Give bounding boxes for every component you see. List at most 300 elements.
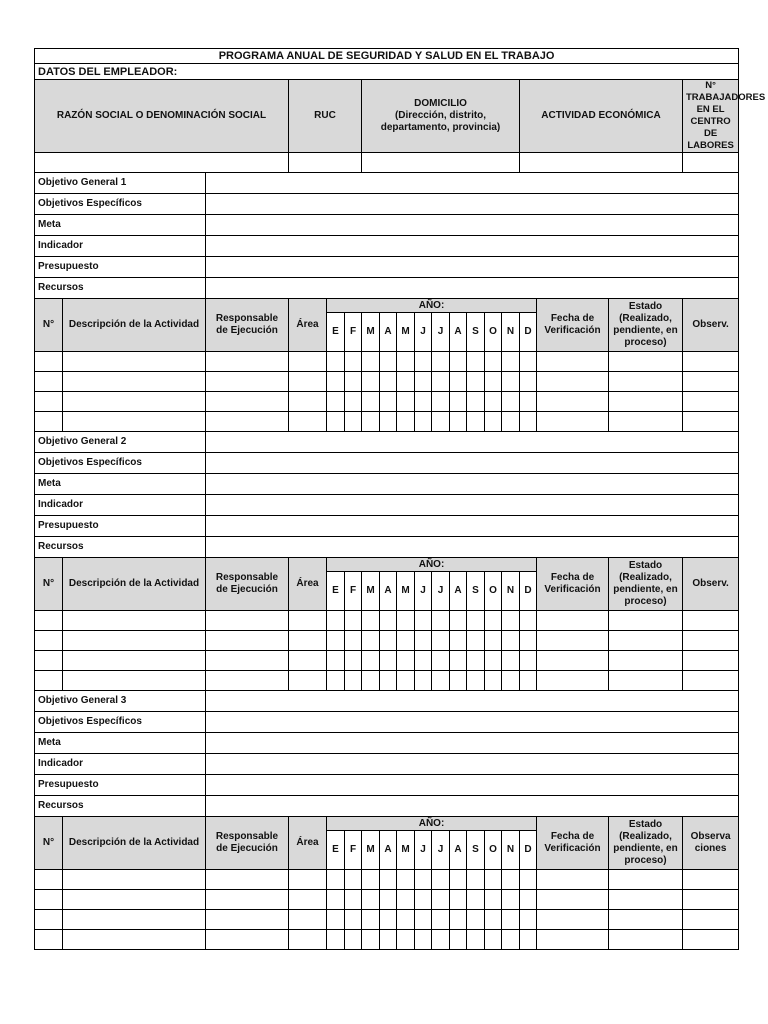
activity-cell[interactable] (327, 671, 345, 691)
activity-cell[interactable] (206, 671, 289, 691)
activity-cell[interactable] (485, 870, 502, 890)
activity-cell[interactable] (485, 352, 502, 372)
activity-cell[interactable] (467, 611, 485, 631)
activity-cell[interactable] (327, 631, 345, 651)
employer-col-business-name: RAZÓN SOCIAL O DENOMINACIÓN SOCIAL (35, 80, 289, 153)
month-header: N (502, 313, 520, 352)
activity-cell[interactable] (450, 352, 467, 372)
col-verification-date: Fecha de Verificación (537, 299, 609, 352)
activity-cell[interactable] (289, 631, 327, 651)
activity-cell[interactable] (206, 372, 289, 392)
activity-cell[interactable] (397, 631, 415, 651)
activity-cell[interactable] (415, 930, 432, 950)
activity-cell[interactable] (415, 352, 432, 372)
activity-cell[interactable] (35, 372, 63, 392)
activity-cell[interactable] (415, 372, 432, 392)
activity-cell[interactable] (683, 372, 739, 392)
activity-cell[interactable] (362, 611, 380, 631)
activity-cell[interactable] (206, 611, 289, 631)
goal-field[interactable] (206, 733, 739, 754)
activity-cell[interactable] (683, 651, 739, 671)
activity-cell[interactable] (683, 412, 739, 432)
activity-cell[interactable] (537, 651, 609, 671)
activity-cell[interactable] (432, 372, 450, 392)
col-activity-description: Descripción de la Actividad (63, 299, 206, 352)
activity-cell[interactable] (380, 611, 397, 631)
activity-cell[interactable] (206, 412, 289, 432)
activity-cell[interactable] (683, 631, 739, 651)
activity-cell[interactable] (537, 372, 609, 392)
activity-cell[interactable] (206, 910, 289, 930)
activity-cell[interactable] (35, 870, 63, 890)
specific-objectives-field[interactable] (206, 194, 739, 215)
activity-cell[interactable] (415, 392, 432, 412)
activity-cell[interactable] (362, 671, 380, 691)
activity-cell[interactable] (415, 870, 432, 890)
activity-cell[interactable] (432, 651, 450, 671)
activity-cell[interactable] (537, 870, 609, 890)
month-header: D (520, 831, 537, 870)
activity-cell[interactable] (206, 392, 289, 412)
business-name-field[interactable] (35, 153, 289, 173)
activity-cell[interactable] (609, 671, 683, 691)
month-header: M (362, 831, 380, 870)
month-header: F (345, 572, 362, 611)
activity-cell[interactable] (63, 372, 206, 392)
activity-cell[interactable] (415, 611, 432, 631)
month-header: J (432, 831, 450, 870)
activity-cell[interactable] (432, 910, 450, 930)
objective-general-field[interactable] (206, 691, 739, 712)
activity-cell[interactable] (520, 671, 537, 691)
activity-cell[interactable] (520, 631, 537, 651)
activity-cell[interactable] (63, 611, 206, 631)
activity-cell[interactable] (380, 870, 397, 890)
activity-cell[interactable] (415, 412, 432, 432)
activity-cell[interactable] (63, 671, 206, 691)
activity-cell[interactable] (450, 910, 467, 930)
activity-cell[interactable] (502, 611, 520, 631)
activity-cell[interactable] (609, 611, 683, 631)
activity-cell[interactable] (362, 412, 380, 432)
activity-cell[interactable] (327, 352, 345, 372)
activity-cell[interactable] (467, 930, 485, 950)
activity-row (35, 870, 739, 890)
activity-cell[interactable] (380, 671, 397, 691)
month-header: J (415, 831, 432, 870)
activity-cell[interactable] (415, 890, 432, 910)
specific-objectives-field[interactable] (206, 453, 739, 474)
activity-cell[interactable] (63, 352, 206, 372)
col-responsible: Responsable de Ejecución (206, 299, 289, 352)
activity-cell[interactable] (327, 392, 345, 412)
activity-cell[interactable] (289, 870, 327, 890)
month-header: M (362, 313, 380, 352)
activity-cell[interactable] (380, 392, 397, 412)
activity-row (35, 412, 739, 432)
activity-cell[interactable] (537, 930, 609, 950)
activity-cell[interactable] (289, 890, 327, 910)
activity-cell[interactable] (450, 890, 467, 910)
budget-label: Presupuesto (35, 257, 206, 278)
activity-cell[interactable] (520, 352, 537, 372)
month-header: A (450, 313, 467, 352)
activity-cell[interactable] (327, 372, 345, 392)
ruc-field[interactable] (289, 153, 362, 173)
activity-cell[interactable] (415, 671, 432, 691)
activity-cell[interactable] (502, 910, 520, 930)
budget-field[interactable] (206, 257, 739, 278)
activity-cell[interactable] (63, 890, 206, 910)
activity-cell[interactable] (502, 352, 520, 372)
activity-cell[interactable] (345, 910, 362, 930)
activity-cell[interactable] (289, 392, 327, 412)
activity-cell[interactable] (380, 631, 397, 651)
activity-cell[interactable] (345, 671, 362, 691)
activity-cell[interactable] (537, 631, 609, 651)
activity-cell[interactable] (432, 392, 450, 412)
activity-cell[interactable] (683, 930, 739, 950)
activity-cell[interactable] (35, 890, 63, 910)
activity-cell[interactable] (362, 910, 380, 930)
budget-field[interactable] (206, 516, 739, 537)
activity-cell[interactable] (415, 651, 432, 671)
activity-cell[interactable] (397, 910, 415, 930)
activity-cell[interactable] (35, 651, 63, 671)
activity-cell[interactable] (520, 870, 537, 890)
activity-cell[interactable] (432, 611, 450, 631)
month-header: D (520, 313, 537, 352)
activity-cell[interactable] (289, 651, 327, 671)
activity-cell[interactable] (432, 671, 450, 691)
activity-cell[interactable] (450, 651, 467, 671)
activity-cell[interactable] (63, 631, 206, 651)
activity-cell[interactable] (485, 631, 502, 651)
activity-cell[interactable] (485, 412, 502, 432)
activity-cell[interactable] (397, 611, 415, 631)
activity-cell[interactable] (327, 910, 345, 930)
activity-cell[interactable] (432, 890, 450, 910)
activity-cell[interactable] (289, 671, 327, 691)
activity-cell[interactable] (35, 631, 63, 651)
employer-col-ruc: RUC (289, 80, 362, 153)
activity-cell[interactable] (485, 890, 502, 910)
activity-row (35, 372, 739, 392)
activity-cell[interactable] (502, 671, 520, 691)
activity-cell[interactable] (345, 352, 362, 372)
col-responsible: Responsable de Ejecución (206, 817, 289, 870)
activity-cell[interactable] (345, 651, 362, 671)
activity-cell[interactable] (63, 412, 206, 432)
activity-cell[interactable] (63, 651, 206, 671)
activity-row (35, 930, 739, 950)
indicator-field[interactable] (206, 754, 739, 775)
activity-cell[interactable] (380, 930, 397, 950)
activity-cell[interactable] (289, 930, 327, 950)
month-header: S (467, 831, 485, 870)
activity-cell[interactable] (327, 412, 345, 432)
activity-cell[interactable] (35, 392, 63, 412)
objective-general-label: Objetivo General 1 (35, 173, 206, 194)
activity-cell[interactable] (206, 890, 289, 910)
activity-cell[interactable] (397, 392, 415, 412)
activity-cell[interactable] (467, 352, 485, 372)
activity-cell[interactable] (345, 930, 362, 950)
activity-cell[interactable] (537, 611, 609, 631)
activity-cell[interactable] (609, 930, 683, 950)
activity-cell[interactable] (380, 412, 397, 432)
activity-cell[interactable] (537, 352, 609, 372)
specific-objectives-label: Objetivos Específicos (35, 194, 206, 215)
activity-cell[interactable] (345, 611, 362, 631)
activity-cell[interactable] (345, 392, 362, 412)
activity-cell[interactable] (380, 890, 397, 910)
activity-cell[interactable] (35, 412, 63, 432)
activity-cell[interactable] (432, 352, 450, 372)
activity-cell[interactable] (609, 910, 683, 930)
activity-cell[interactable] (397, 671, 415, 691)
activity-cell[interactable] (432, 412, 450, 432)
activity-cell[interactable] (609, 372, 683, 392)
activity-cell[interactable] (206, 870, 289, 890)
activity-cell[interactable] (609, 651, 683, 671)
activity-cell[interactable] (345, 412, 362, 432)
activity-cell[interactable] (327, 930, 345, 950)
activity-cell[interactable] (345, 372, 362, 392)
activity-cell[interactable] (502, 651, 520, 671)
activity-cell[interactable] (289, 352, 327, 372)
address-field[interactable] (362, 153, 520, 173)
employer-col-economic-activity: ACTIVIDAD ECONÓMICA (520, 80, 683, 153)
activity-cell[interactable] (537, 392, 609, 412)
activity-cell[interactable] (362, 631, 380, 651)
activity-cell[interactable] (362, 890, 380, 910)
activity-cell[interactable] (206, 930, 289, 950)
col-observations: Observ. (683, 558, 739, 611)
activity-cell[interactable] (63, 392, 206, 412)
activity-cell[interactable] (467, 890, 485, 910)
specific-objectives-field[interactable] (206, 712, 739, 733)
objective-general-label: Objetivo General 3 (35, 691, 206, 712)
activity-cell[interactable] (683, 611, 739, 631)
activity-cell[interactable] (467, 870, 485, 890)
activity-cell[interactable] (609, 890, 683, 910)
activity-cell[interactable] (520, 392, 537, 412)
activity-cell[interactable] (345, 870, 362, 890)
activity-cell[interactable] (537, 910, 609, 930)
activity-cell[interactable] (63, 870, 206, 890)
activity-cell[interactable] (362, 372, 380, 392)
activity-cell[interactable] (380, 372, 397, 392)
activity-cell[interactable] (63, 930, 206, 950)
activity-cell[interactable] (450, 671, 467, 691)
activity-cell[interactable] (467, 651, 485, 671)
activity-cell[interactable] (397, 352, 415, 372)
activity-cell[interactable] (485, 392, 502, 412)
activity-cell[interactable] (35, 910, 63, 930)
resources-label: Recursos (35, 796, 206, 817)
activity-cell[interactable] (380, 910, 397, 930)
activity-cell[interactable] (520, 651, 537, 671)
activity-cell[interactable] (63, 910, 206, 930)
activity-cell[interactable] (467, 910, 485, 930)
activity-cell[interactable] (502, 392, 520, 412)
activity-cell[interactable] (432, 870, 450, 890)
activity-cell[interactable] (362, 352, 380, 372)
objective-general-field[interactable] (206, 173, 739, 194)
month-header: O (485, 572, 502, 611)
activity-cell[interactable] (397, 651, 415, 671)
activity-cell[interactable] (206, 631, 289, 651)
activity-cell[interactable] (485, 611, 502, 631)
activity-cell[interactable] (362, 870, 380, 890)
employer-heading: DATOS DEL EMPLEADOR: (35, 64, 739, 80)
activity-cell[interactable] (502, 890, 520, 910)
month-header: A (380, 313, 397, 352)
activity-cell[interactable] (520, 890, 537, 910)
worker-count-field[interactable] (683, 153, 739, 173)
activity-cell[interactable] (289, 372, 327, 392)
activity-cell[interactable] (327, 890, 345, 910)
indicator-field[interactable] (206, 236, 739, 257)
activity-cell[interactable] (520, 611, 537, 631)
activity-cell[interactable] (289, 412, 327, 432)
goal-label: Meta (35, 474, 206, 495)
activity-cell[interactable] (520, 910, 537, 930)
activity-cell[interactable] (397, 890, 415, 910)
goal-field[interactable] (206, 215, 739, 236)
activity-cell[interactable] (206, 651, 289, 671)
activity-cell[interactable] (450, 372, 467, 392)
activity-cell[interactable] (502, 870, 520, 890)
activity-cell[interactable] (520, 372, 537, 392)
activity-cell[interactable] (380, 651, 397, 671)
activity-cell[interactable] (502, 372, 520, 392)
activity-cell[interactable] (450, 412, 467, 432)
activity-cell[interactable] (485, 651, 502, 671)
month-header: N (502, 831, 520, 870)
activity-cell[interactable] (362, 392, 380, 412)
activity-cell[interactable] (397, 930, 415, 950)
objective-general-field[interactable] (206, 432, 739, 453)
budget-field[interactable] (206, 775, 739, 796)
resources-field[interactable] (206, 537, 739, 558)
activity-cell[interactable] (467, 392, 485, 412)
resources-field[interactable] (206, 278, 739, 299)
activity-cell[interactable] (520, 930, 537, 950)
activity-cell[interactable] (609, 412, 683, 432)
col-number: N° (35, 299, 63, 352)
activity-cell[interactable] (467, 412, 485, 432)
activity-cell[interactable] (609, 631, 683, 651)
activity-cell[interactable] (362, 930, 380, 950)
activity-row (35, 651, 739, 671)
activity-cell[interactable] (450, 870, 467, 890)
activity-cell[interactable] (485, 671, 502, 691)
activity-row (35, 910, 739, 930)
activity-cell[interactable] (467, 372, 485, 392)
activity-cell[interactable] (683, 671, 739, 691)
activity-cell[interactable] (537, 671, 609, 691)
activity-cell[interactable] (450, 611, 467, 631)
activity-cell[interactable] (35, 352, 63, 372)
month-header: M (397, 572, 415, 611)
activity-cell[interactable] (35, 611, 63, 631)
activity-cell[interactable] (327, 611, 345, 631)
activity-cell[interactable] (683, 870, 739, 890)
activity-cell[interactable] (485, 910, 502, 930)
activity-cell[interactable] (450, 930, 467, 950)
activity-cell[interactable] (467, 631, 485, 651)
activity-cell[interactable] (683, 392, 739, 412)
activity-cell[interactable] (520, 412, 537, 432)
col-year: AÑO: (327, 299, 537, 313)
activity-cell[interactable] (345, 631, 362, 651)
activity-row (35, 611, 739, 631)
col-area: Área (289, 558, 327, 611)
activity-cell[interactable] (415, 631, 432, 651)
activity-cell[interactable] (289, 611, 327, 631)
activity-cell[interactable] (397, 412, 415, 432)
indicator-field[interactable] (206, 495, 739, 516)
activity-cell[interactable] (289, 910, 327, 930)
employer-col-address: DOMICILIO (Dirección, distrito, departamento, provincia) (362, 80, 520, 153)
activity-cell[interactable] (683, 890, 739, 910)
activity-cell[interactable] (537, 890, 609, 910)
activity-cell[interactable] (397, 870, 415, 890)
activity-cell[interactable] (609, 352, 683, 372)
activity-cell[interactable] (415, 910, 432, 930)
activity-cell[interactable] (609, 870, 683, 890)
month-header: O (485, 831, 502, 870)
activity-cell[interactable] (609, 392, 683, 412)
col-verification-date: Fecha de Verificación (537, 817, 609, 870)
month-header: O (485, 313, 502, 352)
activity-cell[interactable] (345, 890, 362, 910)
activity-cell[interactable] (432, 631, 450, 651)
activity-cell[interactable] (537, 412, 609, 432)
month-header: N (502, 572, 520, 611)
economic-activity-field[interactable] (520, 153, 683, 173)
activity-cell[interactable] (485, 372, 502, 392)
goal-field[interactable] (206, 474, 739, 495)
activity-cell[interactable] (380, 352, 397, 372)
activity-cell[interactable] (327, 870, 345, 890)
form-title: PROGRAMA ANUAL DE SEGURIDAD Y SALUD EN EL TRABAJO (35, 49, 739, 64)
activity-cell[interactable] (502, 930, 520, 950)
col-year: AÑO: (327, 817, 537, 831)
activity-cell[interactable] (432, 930, 450, 950)
resources-field[interactable] (206, 796, 739, 817)
activity-cell[interactable] (327, 651, 345, 671)
activity-cell[interactable] (683, 352, 739, 372)
activity-cell[interactable] (35, 930, 63, 950)
activity-cell[interactable] (485, 930, 502, 950)
activity-cell[interactable] (502, 412, 520, 432)
activity-cell[interactable] (502, 631, 520, 651)
activity-cell[interactable] (397, 372, 415, 392)
activity-cell[interactable] (206, 352, 289, 372)
activity-cell[interactable] (450, 631, 467, 651)
activity-cell[interactable] (362, 651, 380, 671)
activity-cell[interactable] (467, 671, 485, 691)
activity-row (35, 890, 739, 910)
employer-col-worker-count: N° TRABAJADORES EN EL CENTRO DE LABORES (683, 80, 739, 153)
activity-cell[interactable] (450, 392, 467, 412)
activity-cell[interactable] (35, 671, 63, 691)
activity-cell[interactable] (683, 910, 739, 930)
month-header: J (432, 313, 450, 352)
